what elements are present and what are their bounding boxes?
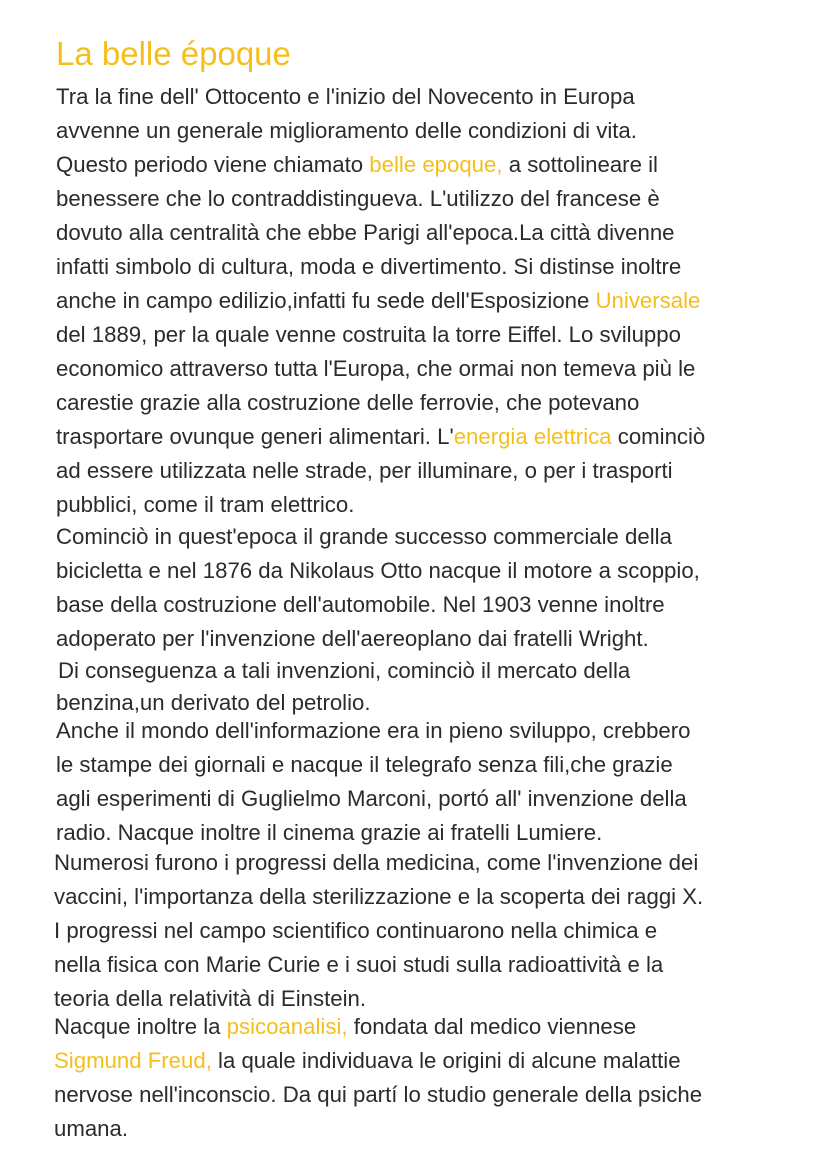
text-line xyxy=(56,490,354,520)
text-line xyxy=(56,522,672,552)
text-segment: Tra la fine dell' Ottocento e l'inizio del Novecento in Europa xyxy=(56,84,635,109)
text-segment: base della costruzione dell'automobile. Nel 1903 venne inoltre xyxy=(56,592,665,617)
text-line xyxy=(54,1012,636,1042)
text-line xyxy=(54,916,657,946)
text-segment: adoperato per l'invenzione dell'aereoplano dai fratelli Wright. xyxy=(56,626,649,651)
text-line xyxy=(54,1046,681,1076)
text-line xyxy=(56,556,700,586)
text-segment: Cominciò in quest'epoca il grande successo commerciale della xyxy=(56,524,672,549)
text-line xyxy=(56,590,665,620)
text-segment: radio. Nacque inoltre il cinema grazie ai fratelli Lumiere. xyxy=(56,820,603,845)
text-line xyxy=(56,716,691,746)
text-line xyxy=(54,1080,702,1110)
text-line xyxy=(56,784,687,814)
text-segment: a sottolineare il xyxy=(502,152,658,177)
text-line xyxy=(56,320,681,350)
text-line xyxy=(56,116,637,146)
text-segment: umana. xyxy=(54,1116,129,1141)
text-segment: la quale individuava le origini di alcune malattie xyxy=(211,1048,681,1073)
text-line xyxy=(56,422,705,452)
text-line xyxy=(56,456,673,486)
text-segment: trasportare ovunque generi alimentari. L' xyxy=(56,424,454,449)
text-segment: benessere che lo contraddistingueva. L'utilizzo del francese è xyxy=(56,186,660,211)
text-segment: fondata dal medico viennese xyxy=(347,1014,637,1039)
text-line xyxy=(56,750,673,780)
text-segment: le stampe dei giornali e nacque il telegrafo senza fili,che grazie xyxy=(56,752,673,777)
text-segment: economico attraverso tutta l'Europa, che ormai non temeva più le xyxy=(56,356,696,381)
text-line xyxy=(56,354,695,384)
text-segment: benzina,un derivato del petrolio. xyxy=(56,690,371,715)
text-line xyxy=(54,882,703,912)
text-line xyxy=(54,984,366,1014)
text-segment: del 1889, per la quale venne costruita la torre Eiffel. Lo sviluppo xyxy=(56,322,681,347)
text-line xyxy=(54,950,663,980)
text-segment: ad essere utilizzata nelle strade, per illuminare, o per i trasporti xyxy=(56,458,673,483)
highlighted-term: belle epoque, xyxy=(369,152,503,177)
highlighted-term: Universale xyxy=(595,288,701,313)
text-line xyxy=(58,656,630,686)
highlighted-term: energia elettrica xyxy=(453,424,612,449)
text-segment: infatti simbolo di cultura, moda e divertimento. Si distinse inoltre xyxy=(56,254,682,279)
text-segment: avvenne un generale miglioramento delle condizioni di vita. xyxy=(56,118,637,143)
highlighted-term: Sigmund Freud, xyxy=(54,1048,212,1073)
text-line xyxy=(56,818,602,848)
text-segment: cominciò xyxy=(611,424,706,449)
text-segment: vaccini, l'importanza della sterilizzazione e la scoperta dei raggi X. xyxy=(54,884,704,909)
text-line xyxy=(56,688,371,718)
text-line xyxy=(56,252,681,282)
text-segment: Anche il mondo dell'informazione era in pieno sviluppo, crebbero xyxy=(56,718,691,743)
page-title: La belle époque xyxy=(56,35,291,72)
text-line xyxy=(56,624,649,654)
text-segment: Di conseguenza a tali invenzioni, cominciò il mercato della xyxy=(58,658,631,683)
text-segment: nervose nell'inconscio. Da qui partí lo studio generale della psiche xyxy=(54,1082,703,1107)
text-segment: I progressi nel campo scientifico continuarono nella chimica e xyxy=(54,918,658,943)
text-segment: agli esperimenti di Guglielmo Marconi, portó all' invenzione della xyxy=(56,786,687,811)
text-line xyxy=(56,286,700,316)
text-line xyxy=(56,82,635,112)
highlighted-term: psicoanalisi, xyxy=(226,1014,348,1039)
text-segment: nella fisica con Marie Curie e i suoi studi sulla radioattività e la xyxy=(54,952,664,977)
text-segment: carestie grazie alla costruzione delle ferrovie, che potevano xyxy=(56,390,640,415)
text-segment: Numerosi furono i progressi della medicina, come l'invenzione dei xyxy=(54,850,699,875)
text-segment: dovuto alla centralità che ebbe Parigi all'epoca.La città divenne xyxy=(56,220,675,245)
text-segment: Nacque inoltre la xyxy=(54,1014,227,1039)
text-line xyxy=(56,388,639,418)
text-line xyxy=(56,218,675,248)
text-line xyxy=(54,1114,128,1144)
text-segment: anche in campo edilizio,infatti fu sede dell'Esposizione xyxy=(56,288,596,313)
text-line xyxy=(56,150,658,180)
text-segment: Questo periodo viene chiamato xyxy=(56,152,370,177)
text-segment: teoria della relatività di Einstein. xyxy=(54,986,367,1011)
text-line xyxy=(56,184,660,214)
text-line xyxy=(54,848,698,878)
text-segment: bicicletta e nel 1876 da Nikolaus Otto nacque il motore a scoppio, xyxy=(56,558,700,583)
text-segment: pubblici, come il tram elettrico. xyxy=(56,492,355,517)
